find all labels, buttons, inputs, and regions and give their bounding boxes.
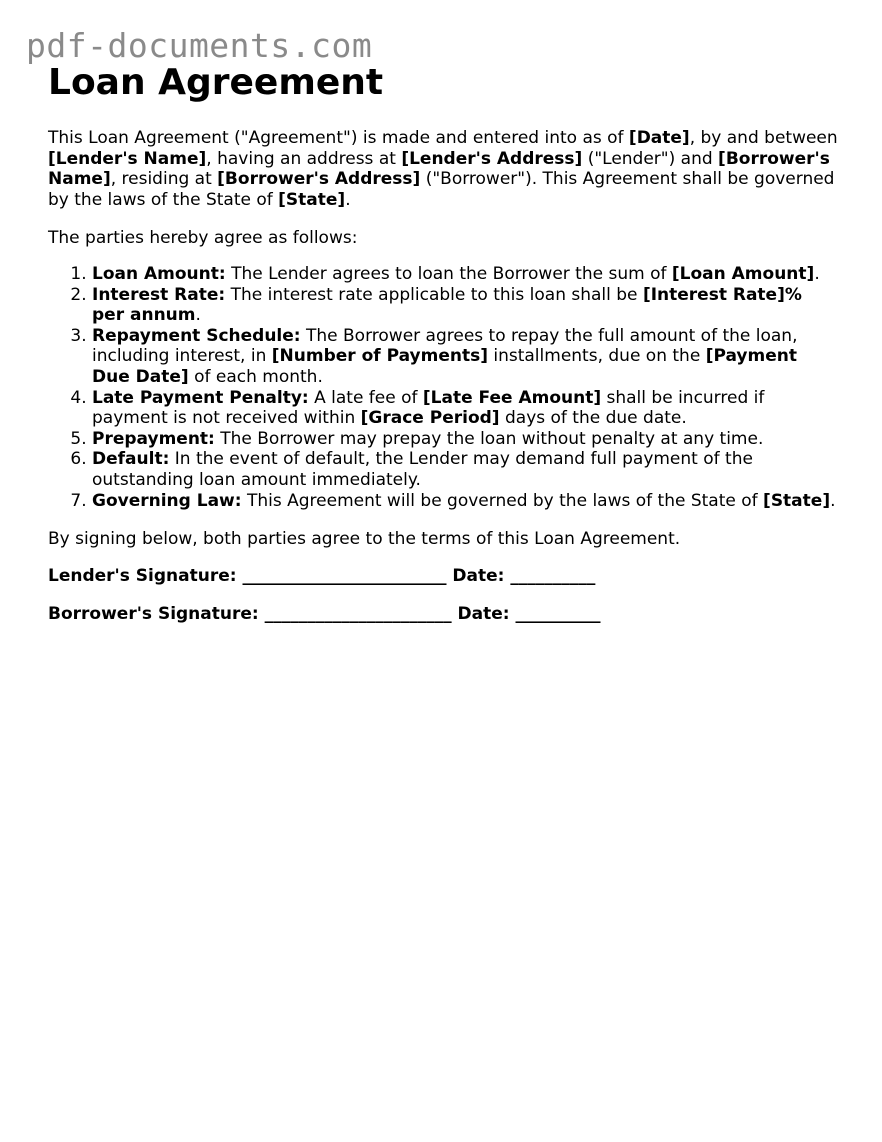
term-repayment-schedule bbox=[92, 326, 838, 388]
term-placeholder: [Interest Rate]% per annum bbox=[92, 284, 802, 326]
term-interest-rate bbox=[92, 285, 838, 326]
term-prepayment bbox=[92, 429, 838, 450]
intro-text: . bbox=[345, 189, 351, 210]
term-text: This Agreement will be governed by the laws of the State of bbox=[241, 490, 764, 511]
borrower-address-placeholder: [Borrower's Address] bbox=[217, 169, 421, 190]
term-text: . bbox=[830, 490, 836, 511]
intro-text: , by and between bbox=[689, 128, 838, 148]
term-text: The Borrower agrees to repay the full amount of the loan, including interest, in bbox=[92, 325, 798, 367]
term-label: Interest Rate: bbox=[92, 284, 226, 305]
term-placeholder: [Grace Period] bbox=[360, 408, 500, 429]
term-text: The interest rate applicable to this loan shall be bbox=[225, 284, 643, 305]
term-placeholder: [State] bbox=[763, 490, 831, 511]
term-text: A late fee of bbox=[308, 387, 423, 408]
borrower-signature-line: Borrower's Signature: ______________________ Date: __________ bbox=[48, 603, 601, 624]
document-page bbox=[48, 62, 838, 625]
lender-address-placeholder: [Lender's Address] bbox=[401, 148, 583, 169]
term-label: Governing Law: bbox=[92, 490, 242, 511]
date-placeholder: [Date] bbox=[628, 128, 690, 148]
state-placeholder: [State] bbox=[278, 189, 346, 210]
term-text: The Borrower may prepay the loan without penalty at any time. bbox=[214, 428, 764, 449]
term-label: Repayment Schedule: bbox=[92, 325, 301, 346]
intro-text: , having an address at bbox=[206, 148, 402, 169]
term-late-payment-penalty bbox=[92, 388, 838, 429]
intro-text: , residing at bbox=[110, 169, 218, 190]
watermark-text: pdf-documents.com bbox=[26, 26, 373, 65]
borrower-name-placeholder: [Borrower's Name] bbox=[48, 148, 830, 190]
term-label: Loan Amount: bbox=[92, 263, 226, 284]
term-text: days of the due date. bbox=[499, 408, 687, 429]
term-governing-law bbox=[92, 491, 838, 512]
term-loan-amount bbox=[92, 264, 838, 285]
term-text: shall be incurred if payment is not received within bbox=[92, 387, 765, 429]
term-text: of each month. bbox=[188, 366, 323, 387]
term-text: The Lender agrees to loan the Borrower the sum of bbox=[225, 263, 672, 284]
term-placeholder: [Payment Due Date] bbox=[92, 346, 797, 387]
term-placeholder: [Late Fee Amount] bbox=[422, 387, 602, 408]
term-placeholder: [Loan Amount] bbox=[671, 263, 815, 284]
intro-text: ("Borrower"). This Agreement shall be governed by the laws of the State of bbox=[48, 169, 835, 210]
term-label: Default: bbox=[92, 449, 170, 470]
intro-text: ("Lender") and bbox=[582, 148, 719, 169]
intro-text: This Loan Agreement ("Agreement") is made and entered into as of bbox=[48, 128, 629, 148]
term-label: Prepayment: bbox=[92, 428, 215, 449]
term-default bbox=[92, 449, 838, 490]
intro-paragraph bbox=[48, 128, 838, 210]
term-text: installments, due on the bbox=[487, 346, 706, 367]
lender-signature-line: Lender's Signature: ________________________ Date: __________ bbox=[48, 565, 596, 586]
term-label: Late Payment Penalty: bbox=[92, 387, 309, 408]
term-text: . bbox=[814, 263, 820, 284]
term-placeholder: [Number of Payments] bbox=[271, 346, 488, 367]
document-title: Loan Agreement bbox=[48, 62, 384, 103]
lender-name-placeholder: [Lender's Name] bbox=[48, 148, 207, 169]
closing-paragraph: By signing below, both parties agree to the terms of this Loan Agreement. bbox=[48, 529, 681, 550]
term-text: . bbox=[195, 305, 201, 326]
agree-paragraph: The parties hereby agree as follows: bbox=[48, 228, 358, 249]
terms-list bbox=[48, 264, 838, 511]
term-text: In the event of default, the Lender may demand full payment of the outstanding loan amount immediately. bbox=[92, 449, 753, 490]
